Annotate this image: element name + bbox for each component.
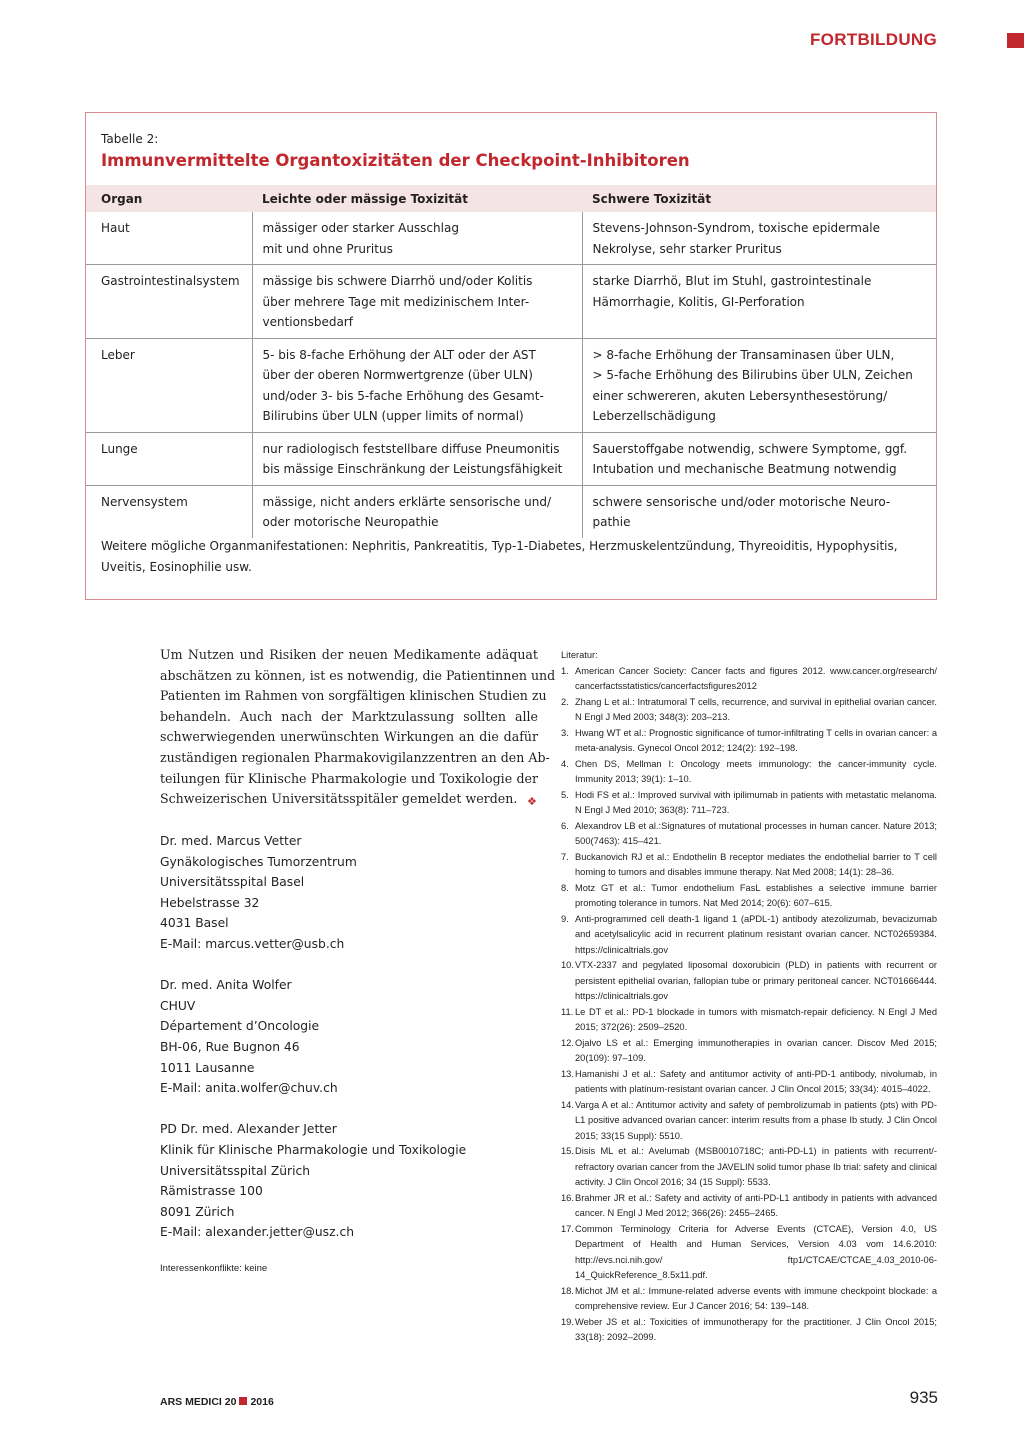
- footer-square-icon: [239, 1397, 247, 1405]
- author-contact-block: [160, 1119, 540, 1243]
- column-header-mild: Leichte oder mässige Toxizität: [252, 185, 582, 212]
- reference-text: Hodi FS et al.: Improved survival with ipilimumab in patients with metastatic melanoma. N Engl J Med 2010; 363(8): 711–723.: [575, 789, 937, 815]
- severe-toxicity-cell: [582, 485, 936, 538]
- body-line: zuständigen regionalen Pharmakovigilanzzentren an den Ab-: [160, 749, 550, 765]
- reference-number: 14.: [561, 1099, 574, 1110]
- reference-number: 8.: [561, 882, 569, 893]
- severe-toxicity-cell: [582, 432, 936, 485]
- cell-line: Nekrolyse, sehr starker Pruritus: [592, 241, 782, 256]
- reference-text: Le DT et al.: PD-1 blockade in tumors with mismatch-repair deficiency. N Engl J Med 2015; 372(26): 2509–2520.: [575, 1006, 937, 1032]
- body-line: Um Nutzen und Risiken der neuen Medikamente adäquat: [160, 647, 538, 662]
- reference-text: Hamanishi J et al.: Safety and antitumor activity of anti-PD-1 antibody, nivolumab, in patients with platinum-resistant ovarian cancer. J Clin Oncol 2015; 33(34): 4015–4022.: [575, 1068, 937, 1094]
- author-contact-line: Universitätsspital Basel: [160, 875, 305, 890]
- cell-line: bis mässige Einschränkung der Leistungsfähigkeit: [262, 462, 563, 476]
- reference-number: 6.: [561, 820, 569, 831]
- author-email[interactable]: E-Mail: marcus.vetter@usb.ch: [160, 936, 345, 951]
- reference-text: Chen DS, Mellman I: Oncology meets immunology: the cancer-immunity cycle. Immunity 2013; 39(1): 1–10.: [575, 758, 937, 784]
- reference-item: [561, 1191, 937, 1222]
- author-contact-block: [160, 975, 540, 1099]
- cell-line: mit und ohne Pruritus: [262, 241, 393, 256]
- author-contact-line: Hebelstrasse 32: [160, 895, 260, 910]
- author-contact-block: [160, 831, 540, 955]
- cell-line: oder motorische Neuropathie: [262, 515, 439, 529]
- footer-journal: [160, 1396, 274, 1408]
- table-footnote: Weitere mögliche Organmanifestationen: Nephritis, Pankreatitis, Typ-1-Diabetes, Herzmuskelentzündung, Thyreoiditis, Hypophysitis, Uveitis, Eosinophilie usw.: [101, 539, 898, 574]
- column-header-severe: Schwere Toxizität: [582, 185, 936, 212]
- reference-text: Brahmer JR et al.: Safety and activity of anti-PD-L1 antibody in patients with advanced cancer. N Engl J Med 2012; 366(26): 2455–2465.: [575, 1192, 937, 1218]
- cell-line: Hämorrhagie, Kolitis, GI-Perforation: [592, 294, 805, 309]
- toxicity-table-box: [85, 112, 937, 600]
- reference-number: 16.: [561, 1192, 574, 1203]
- table-row: [86, 338, 936, 432]
- reference-text: VTX-2337 and pegylated liposomal doxorubicin (PLD) in patients with recurrent or persistent epithelial ovarian, fallopian tube or primary peritoneal cancer. NCT01666444. https://clinicaltrials.gov: [575, 960, 937, 1001]
- author-contacts: [160, 831, 540, 1263]
- column-header-organ: Organ: [86, 185, 252, 212]
- author-contact-line: Rämistrasse 100: [160, 1184, 263, 1199]
- reference-number: 7.: [561, 851, 569, 862]
- severe-toxicity-cell: [582, 338, 936, 432]
- organ-cell: [86, 485, 252, 538]
- mild-toxicity-cell: [252, 432, 582, 485]
- reference-item: [561, 1036, 937, 1067]
- severe-toxicity-cell: [582, 212, 936, 265]
- reference-item: [561, 1005, 937, 1036]
- reference-item: [561, 819, 937, 850]
- page-number: 935: [909, 1388, 938, 1407]
- cell-line: nur radiologisch feststellbare diffuse Pneumonitis: [262, 441, 560, 456]
- cell-line: einer schwereren, akuten Lebersynthesestörung/: [592, 388, 888, 403]
- end-of-article-icon: ❖: [527, 795, 537, 808]
- table-row: [86, 212, 936, 265]
- table-row: [86, 265, 936, 339]
- references-label: Literatur:: [561, 650, 598, 660]
- cell-line: mässige bis schwere Diarrhö und/oder Kolitis: [262, 274, 533, 288]
- body-line: abschätzen zu können, ist es notwendig, die Patientinnen und: [160, 667, 556, 683]
- author-contact-line: 1011 Lausanne: [160, 1060, 255, 1075]
- reference-text: Buckanovich RJ et al.: Endothelin B receptor mediates the endothelial barrier to T cell homing to tumors and disables immune therapy. Nat Med 2008; 14(1): 28–36.: [575, 851, 937, 877]
- reference-text: Varga A et al.: Antitumor activity and safety of pembrolizumab in patients (pts) with PD-L1 positive advanced ovarian cancer: interim results from a phase Ib study. J Clin Oncol 2015; 33(15 Suppl): 5510.: [575, 1099, 937, 1141]
- reference-item: [561, 1067, 937, 1098]
- reference-item: [561, 695, 937, 726]
- body-line: teilungen für Klinische Pharmakologie und Toxikologie der: [160, 770, 538, 786]
- reference-text: Ojalvo LS et al.: Emerging immunotherapies in ovarian cancer. Discov Med 2015; 20(109): 97–109.: [575, 1037, 937, 1063]
- body-line: Patienten im Rahmen von sorgfältigen klinischen Studien zu: [160, 688, 547, 704]
- reference-item: [561, 726, 937, 757]
- reference-number: 5.: [561, 789, 569, 800]
- reference-text: Zhang L et al.: Intratumoral T cells, recurrence, and survival in epithelial ovarian cancer. N Engl J Med 2003; 348(3): 203–213.: [575, 696, 937, 722]
- cell-line: über mehrere Tage mit medizinischem Inter-: [262, 294, 530, 309]
- body-line: schwerwiegenden unerwünschten Wirkungen an die dafür: [160, 729, 538, 745]
- reference-number: 11.: [561, 1006, 574, 1017]
- section-marker: [1007, 33, 1024, 48]
- reference-number: 2.: [561, 696, 569, 707]
- reference-item: [561, 757, 937, 788]
- reference-item: [561, 1284, 937, 1315]
- reference-item: [561, 1144, 937, 1191]
- cell-line: Bilirubins über ULN (upper limits of normal): [262, 409, 524, 423]
- cell-line: Leber: [101, 347, 135, 362]
- mild-toxicity-cell: [252, 338, 582, 432]
- author-contact-line: 8091 Zürich: [160, 1204, 235, 1219]
- references: [561, 648, 937, 1346]
- reference-text: Alexandrov LB et al.:Signatures of mutational processes in human cancer. Nature 2013; 500(7463): 415–421.: [575, 820, 937, 846]
- reference-number: 1.: [561, 665, 569, 676]
- body-line: Schweizerischen Universitätsspitäler gemeldet werden.: [160, 791, 518, 807]
- reference-text: Anti-programmed cell death-1 ligand 1 (aPDL-1) antibody atezolizumab, bevacizumab and acetylsalicylic acid in recurrent platinum resistant ovarian cancer. NCT02659384. https://clinicaltrials.gov: [575, 913, 937, 955]
- cell-line: starke Diarrhö, Blut im Stuhl, gastrointestinale: [592, 274, 872, 288]
- references-list: [561, 664, 937, 1346]
- cell-line: Nervensystem: [101, 494, 188, 509]
- reference-number: 19.: [561, 1316, 574, 1327]
- mild-toxicity-cell: [252, 485, 582, 538]
- cell-line: Gastrointestinalsystem: [101, 274, 240, 288]
- cell-line: ventionsbedarf: [262, 315, 353, 329]
- table-number: Tabelle 2:: [101, 132, 159, 146]
- reference-number: 4.: [561, 758, 569, 769]
- cell-line: mässiger oder starker Ausschlag: [262, 221, 459, 235]
- reference-number: 3.: [561, 727, 569, 738]
- author-contact-line: Gynäkologisches Tumorzentrum: [160, 854, 357, 869]
- organ-cell: [86, 212, 252, 265]
- body-paragraph: [160, 645, 556, 810]
- reference-number: 13.: [561, 1068, 574, 1079]
- cell-line: 5- bis 8-fache Erhöhung der ALT oder der AST: [262, 347, 536, 362]
- reference-text: Disis ML et al.: Avelumab (MSB0010718C; anti-PD-L1) in patients with recurrent/-refractory ovarian cancer from the JAVELIN solid tumor phase Ib trial: safety and clinical activity. J Clin Oncol 2016; 34 (15 Suppl): 5533.: [575, 1146, 937, 1187]
- cell-line: Leberzellschädigung: [592, 409, 716, 423]
- reference-text: Michot JM et al.: Immune-related adverse events with immune checkpoint blockade: a comprehensive review. Eur J Cancer 2016; 54: 139–148.: [575, 1285, 937, 1311]
- toxicity-table: [86, 185, 936, 538]
- reference-item: [561, 1098, 937, 1145]
- cell-line: Sauerstoffgabe notwendig, schwere Symptome, ggf.: [592, 441, 908, 456]
- reference-item: [561, 850, 937, 881]
- organ-cell: [86, 265, 252, 339]
- organ-cell: [86, 338, 252, 432]
- table-row: [86, 485, 936, 538]
- cell-line: schwere sensorische und/oder motorische Neuro-: [592, 494, 891, 509]
- author-email[interactable]: E-Mail: anita.wolfer@chuv.ch: [160, 1081, 338, 1096]
- table-title: Immunvermittelte Organtoxizitäten der Checkpoint-Inhibitoren: [101, 151, 690, 170]
- mild-toxicity-cell: [252, 212, 582, 265]
- reference-text: Motz GT et al.: Tumor endothelium FasL establishes a selective immune barrier promoting tolerance in tumors. Nat Med 2014; 20(6): 607–615.: [575, 882, 937, 908]
- reference-number: 9.: [561, 913, 569, 924]
- cell-line: > 5-fache Erhöhung des Bilirubins über ULN, Zeichen: [592, 368, 913, 382]
- cell-line: Stevens-Johnson-Syndrom, toxische epidermale: [592, 221, 881, 235]
- reference-number: 15.: [561, 1146, 574, 1156]
- author-contact-line: Universitätsspital Zürich: [160, 1163, 311, 1178]
- author-contact-line: Klinik für Klinische Pharmakologie und Toxikologie: [160, 1142, 467, 1157]
- table-row: [86, 432, 936, 485]
- author-contact-line: Dr. med. Anita Wolfer: [160, 978, 292, 993]
- reference-text: Hwang WT et al.: Prognostic significance of tumor-infiltrating T cells in ovarian cancer: a meta-analysis. Gynecol Oncol 2012; 124(2): 192–198.: [575, 727, 937, 753]
- reference-number: 12.: [561, 1037, 574, 1048]
- reference-text: American Cancer Society: Cancer facts and figures 2012. www.cancer.org/research/ cancerfactsstatistics/cancerfactsfigures2012: [575, 665, 937, 691]
- author-contact-line: Département d’Oncologie: [160, 1019, 320, 1034]
- author-email[interactable]: E-Mail: alexander.jetter@usz.ch: [160, 1225, 355, 1240]
- table-header-row: [86, 185, 936, 212]
- journal-year: 2016: [250, 1396, 274, 1408]
- cell-line: Lunge: [101, 441, 138, 456]
- reference-item: [561, 912, 937, 959]
- reference-item: [561, 881, 937, 912]
- reference-number: 17.: [561, 1223, 574, 1234]
- reference-text: Weber JS et al.: Toxicities of immunotherapy for the practitioner. J Clin Oncol 2015; 33(18): 2092–2099.: [575, 1316, 937, 1342]
- journal-issue: ARS MEDICI 20: [160, 1396, 237, 1408]
- reference-item: [561, 1222, 937, 1284]
- author-contact-line: 4031 Basel: [160, 916, 229, 931]
- mild-toxicity-cell: [252, 265, 582, 339]
- author-contact-line: BH-06, Rue Bugnon 46: [160, 1039, 300, 1054]
- reference-number: 10.: [561, 960, 574, 970]
- author-contact-line: CHUV: [160, 998, 196, 1013]
- cell-line: Haut: [101, 221, 130, 235]
- cell-line: Intubation und mechanische Beatmung notwendig: [592, 462, 897, 476]
- reference-item: [561, 958, 937, 1005]
- author-contact-line: PD Dr. med. Alexander Jetter: [160, 1122, 337, 1137]
- cell-line: pathie: [592, 515, 631, 529]
- body-line: behandeln. Auch nach der Marktzulassung sollten alle: [160, 708, 538, 724]
- reference-item: [561, 1315, 937, 1346]
- cell-line: mässige, nicht anders erklärte sensorische und/: [262, 494, 552, 509]
- severe-toxicity-cell: [582, 265, 936, 339]
- cell-line: über der oberen Normwertgrenze (über ULN): [262, 368, 533, 382]
- reference-text: Common Terminology Criteria for Adverse Events (CTCAE), Version 4.0, US Department of Health and Human Services, Version 4.03 vom 14.6.2010: http://evs.nci.nih.gov/ ftp1/CTCAE/CTCAE_4.03_2010-06-14_QuickReference_8.5x11.pdf.: [575, 1223, 937, 1280]
- organ-cell: [86, 432, 252, 485]
- reference-item: [561, 664, 937, 695]
- conflicts-of-interest: Interessenkonflikte: keine: [160, 1263, 268, 1274]
- cell-line: und/oder 3- bis 5-fache Erhöhung des Gesamt-: [262, 388, 544, 403]
- reference-item: [561, 788, 937, 819]
- author-contact-line: Dr. med. Marcus Vetter: [160, 834, 302, 848]
- section-label: FORTBILDUNG: [809, 30, 937, 49]
- reference-number: 18.: [561, 1285, 574, 1296]
- cell-line: > 8-fache Erhöhung der Transaminasen über ULN,: [592, 347, 895, 362]
